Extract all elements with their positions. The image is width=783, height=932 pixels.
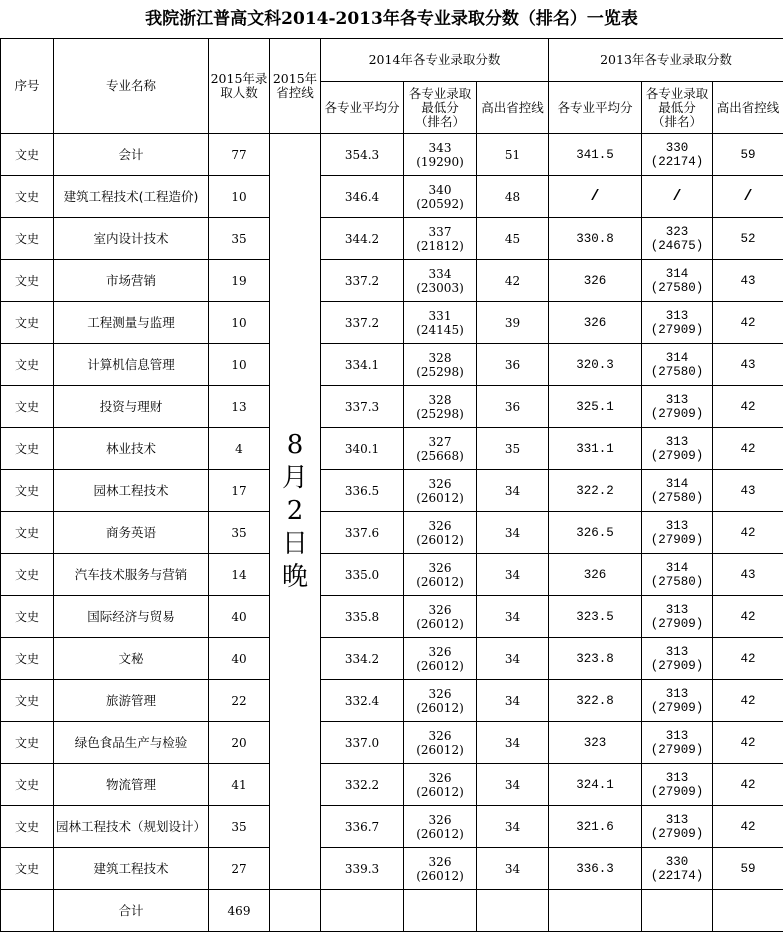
row-avg-2013: 322.2 — [549, 470, 642, 512]
row-enroll: 40 — [209, 638, 270, 680]
row-avg-2014: 337.6 — [321, 512, 404, 554]
row-above-2013: 42 — [713, 680, 783, 722]
row-type: 文史 — [1, 554, 54, 596]
row-avg-2013: / — [549, 176, 642, 218]
row-min-2014: 326 (26012) — [404, 806, 477, 848]
row-major: 计算机信息管理 — [54, 344, 209, 386]
total-cell — [713, 890, 783, 932]
row-min-2014: 340 (20592) — [404, 176, 477, 218]
row-min-2014: 326 (26012) — [404, 554, 477, 596]
row-major: 文秘 — [54, 638, 209, 680]
total-empty — [1, 890, 54, 932]
header-control-2015: 2015年 省控线 — [270, 39, 321, 134]
row-enroll: 77 — [209, 134, 270, 176]
header-group-2014: 2014年各专业录取分数 — [321, 39, 549, 82]
row-enroll: 10 — [209, 176, 270, 218]
row-min-2013: 314 (27580) — [642, 554, 713, 596]
table-row — [1, 848, 783, 890]
table-row — [1, 722, 783, 764]
row-avg-2013: 321.6 — [549, 806, 642, 848]
row-min-2014: 331 (24145) — [404, 302, 477, 344]
row-enroll: 35 — [209, 218, 270, 260]
table-row — [1, 764, 783, 806]
header-major: 专业名称 — [54, 39, 209, 134]
row-major: 会计 — [54, 134, 209, 176]
table-row — [1, 554, 783, 596]
table-row — [1, 680, 783, 722]
row-type: 文史 — [1, 428, 54, 470]
table-row — [1, 302, 783, 344]
row-min-2013: 313 (27909) — [642, 428, 713, 470]
row-enroll: 40 — [209, 596, 270, 638]
row-min-2014: 326 (26012) — [404, 470, 477, 512]
total-cell — [404, 890, 477, 932]
row-avg-2013: 325.1 — [549, 386, 642, 428]
row-enroll: 19 — [209, 260, 270, 302]
row-avg-2013: 336.3 — [549, 848, 642, 890]
row-min-2014: 326 (26012) — [404, 722, 477, 764]
row-min-2013: 313 (27909) — [642, 386, 713, 428]
row-above-2013: 59 — [713, 134, 783, 176]
row-min-2013: 313 (27909) — [642, 806, 713, 848]
row-min-2014: 326 (26012) — [404, 764, 477, 806]
table-row — [1, 176, 783, 218]
row-above-2014: 39 — [477, 302, 549, 344]
row-avg-2013: 326 — [549, 260, 642, 302]
row-above-2013: 42 — [713, 302, 783, 344]
row-min-2014: 327 (25668) — [404, 428, 477, 470]
row-above-2013: 42 — [713, 764, 783, 806]
total-cell — [270, 890, 321, 932]
row-above-2013: 42 — [713, 512, 783, 554]
row-enroll: 4 — [209, 428, 270, 470]
header-avg-2013: 各专业平均分 — [549, 82, 642, 134]
total-enroll: 469 — [209, 890, 270, 932]
header-avg-2014: 各专业平均分 — [321, 82, 404, 134]
row-above-2014: 34 — [477, 764, 549, 806]
row-major: 建筑工程技术 — [54, 848, 209, 890]
header-min-2013: 各专业录取 最低分 （排名） — [642, 82, 713, 134]
row-type: 文史 — [1, 302, 54, 344]
row-above-2013: 43 — [713, 344, 783, 386]
row-type: 文史 — [1, 470, 54, 512]
row-enroll: 17 — [209, 470, 270, 512]
row-avg-2014: 337.2 — [321, 260, 404, 302]
row-avg-2014: 340.1 — [321, 428, 404, 470]
row-avg-2014: 337.0 — [321, 722, 404, 764]
total-row — [1, 890, 783, 932]
row-above-2014: 36 — [477, 344, 549, 386]
row-min-2014: 326 (26012) — [404, 638, 477, 680]
row-above-2014: 42 — [477, 260, 549, 302]
row-avg-2013: 331.1 — [549, 428, 642, 470]
row-above-2014: 51 — [477, 134, 549, 176]
row-avg-2014: 335.8 — [321, 596, 404, 638]
header-above-2013: 高出省控线 — [713, 82, 783, 134]
row-major: 园林工程技术（规划设计） — [54, 806, 209, 848]
page-title: 我院浙江普高文科2014-2013年各专业录取分数（排名）一览表 — [0, 0, 783, 38]
row-min-2013: 313 (27909) — [642, 722, 713, 764]
row-enroll: 10 — [209, 302, 270, 344]
row-major: 旅游管理 — [54, 680, 209, 722]
row-min-2014: 328 (25298) — [404, 386, 477, 428]
row-type: 文史 — [1, 512, 54, 554]
row-avg-2014: 337.3 — [321, 386, 404, 428]
row-above-2014: 34 — [477, 722, 549, 764]
row-avg-2013: 323.5 — [549, 596, 642, 638]
row-above-2013: 42 — [713, 806, 783, 848]
row-major: 汽车技术服务与营销 — [54, 554, 209, 596]
row-min-2013: 313 (27909) — [642, 512, 713, 554]
header-above-2014: 高出省控线 — [477, 82, 549, 134]
row-major: 国际经济与贸易 — [54, 596, 209, 638]
table-row — [1, 134, 783, 176]
row-above-2014: 34 — [477, 806, 549, 848]
row-type: 文史 — [1, 638, 54, 680]
row-avg-2013: 330.8 — [549, 218, 642, 260]
row-major: 绿色食品生产与检验 — [54, 722, 209, 764]
row-above-2013: 42 — [713, 428, 783, 470]
row-avg-2013: 341.5 — [549, 134, 642, 176]
total-cell — [549, 890, 642, 932]
row-min-2014: 328 (25298) — [404, 344, 477, 386]
table-row — [1, 806, 783, 848]
row-above-2014: 34 — [477, 596, 549, 638]
row-type: 文史 — [1, 848, 54, 890]
row-major: 林业技术 — [54, 428, 209, 470]
row-type: 文史 — [1, 260, 54, 302]
row-min-2013: 323 (24675) — [642, 218, 713, 260]
row-avg-2014: 337.2 — [321, 302, 404, 344]
row-min-2014: 326 (26012) — [404, 848, 477, 890]
row-min-2013: / — [642, 176, 713, 218]
row-avg-2014: 335.0 — [321, 554, 404, 596]
row-above-2013: 42 — [713, 722, 783, 764]
row-type: 文史 — [1, 344, 54, 386]
row-min-2013: 313 (27909) — [642, 638, 713, 680]
row-enroll: 35 — [209, 512, 270, 554]
row-min-2013: 330 (22174) — [642, 848, 713, 890]
row-enroll: 22 — [209, 680, 270, 722]
row-min-2014: 326 (26012) — [404, 596, 477, 638]
row-major: 工程测量与监理 — [54, 302, 209, 344]
row-major: 物流管理 — [54, 764, 209, 806]
row-avg-2014: 354.3 — [321, 134, 404, 176]
total-label: 合计 — [54, 890, 209, 932]
control-line-cell: 8 月 2 日 晚 — [270, 134, 321, 890]
row-avg-2014: 332.4 — [321, 680, 404, 722]
row-avg-2014: 334.1 — [321, 344, 404, 386]
row-above-2013: 43 — [713, 260, 783, 302]
row-enroll: 14 — [209, 554, 270, 596]
row-above-2013: / — [713, 176, 783, 218]
row-min-2014: 326 (26012) — [404, 512, 477, 554]
row-type: 文史 — [1, 596, 54, 638]
row-enroll: 10 — [209, 344, 270, 386]
row-avg-2013: 326.5 — [549, 512, 642, 554]
row-enroll: 20 — [209, 722, 270, 764]
row-avg-2014: 336.5 — [321, 470, 404, 512]
row-enroll: 27 — [209, 848, 270, 890]
row-min-2013: 313 (27909) — [642, 680, 713, 722]
row-min-2013: 313 (27909) — [642, 596, 713, 638]
row-above-2014: 34 — [477, 680, 549, 722]
table-row — [1, 386, 783, 428]
row-avg-2014: 336.7 — [321, 806, 404, 848]
row-min-2014: 334 (23003) — [404, 260, 477, 302]
row-type: 文史 — [1, 722, 54, 764]
total-cell — [642, 890, 713, 932]
table-row — [1, 260, 783, 302]
row-major: 市场营销 — [54, 260, 209, 302]
row-above-2014: 45 — [477, 218, 549, 260]
row-avg-2013: 326 — [549, 302, 642, 344]
row-type: 文史 — [1, 218, 54, 260]
header-enroll-2015: 2015年录 取人数 — [209, 39, 270, 134]
row-enroll: 35 — [209, 806, 270, 848]
row-major: 室内设计技术 — [54, 218, 209, 260]
row-above-2014: 48 — [477, 176, 549, 218]
header-min-2014: 各专业录取 最低分 （排名） — [404, 82, 477, 134]
row-type: 文史 — [1, 386, 54, 428]
row-above-2014: 34 — [477, 512, 549, 554]
row-above-2014: 36 — [477, 386, 549, 428]
row-major: 投资与理财 — [54, 386, 209, 428]
table-row — [1, 638, 783, 680]
row-above-2013: 43 — [713, 554, 783, 596]
row-avg-2013: 323.8 — [549, 638, 642, 680]
row-type: 文史 — [1, 134, 54, 176]
row-min-2013: 314 (27580) — [642, 470, 713, 512]
header-group-2013: 2013年各专业录取分数 — [549, 39, 783, 82]
row-min-2013: 330 (22174) — [642, 134, 713, 176]
row-enroll: 41 — [209, 764, 270, 806]
row-above-2014: 34 — [477, 470, 549, 512]
row-major: 建筑工程技术(工程造价) — [54, 176, 209, 218]
row-type: 文史 — [1, 680, 54, 722]
row-above-2013: 42 — [713, 386, 783, 428]
row-above-2013: 42 — [713, 638, 783, 680]
total-cell — [477, 890, 549, 932]
row-type: 文史 — [1, 176, 54, 218]
table-row — [1, 512, 783, 554]
row-min-2013: 314 (27580) — [642, 260, 713, 302]
admission-scores-table — [0, 38, 783, 932]
table-row — [1, 218, 783, 260]
row-above-2013: 42 — [713, 596, 783, 638]
row-avg-2013: 322.8 — [549, 680, 642, 722]
row-above-2013: 43 — [713, 470, 783, 512]
table-row — [1, 470, 783, 512]
row-avg-2014: 346.4 — [321, 176, 404, 218]
row-enroll: 13 — [209, 386, 270, 428]
row-min-2013: 314 (27580) — [642, 344, 713, 386]
table-row — [1, 428, 783, 470]
row-min-2014: 337 (21812) — [404, 218, 477, 260]
header-seq: 序号 — [1, 39, 54, 134]
row-above-2014: 34 — [477, 638, 549, 680]
row-avg-2013: 326 — [549, 554, 642, 596]
row-min-2014: 326 (26012) — [404, 680, 477, 722]
row-avg-2013: 324.1 — [549, 764, 642, 806]
row-min-2014: 343 (19290) — [404, 134, 477, 176]
row-major: 商务英语 — [54, 512, 209, 554]
table-row — [1, 596, 783, 638]
row-min-2013: 313 (27909) — [642, 302, 713, 344]
row-major: 园林工程技术 — [54, 470, 209, 512]
row-type: 文史 — [1, 764, 54, 806]
row-above-2013: 59 — [713, 848, 783, 890]
row-avg-2013: 323 — [549, 722, 642, 764]
row-avg-2014: 339.3 — [321, 848, 404, 890]
row-above-2013: 52 — [713, 218, 783, 260]
row-avg-2014: 332.2 — [321, 764, 404, 806]
row-above-2014: 35 — [477, 428, 549, 470]
row-above-2014: 34 — [477, 848, 549, 890]
total-cell — [321, 890, 404, 932]
row-avg-2013: 320.3 — [549, 344, 642, 386]
row-avg-2014: 344.2 — [321, 218, 404, 260]
row-type: 文史 — [1, 806, 54, 848]
table-row — [1, 344, 783, 386]
row-min-2013: 313 (27909) — [642, 764, 713, 806]
row-avg-2014: 334.2 — [321, 638, 404, 680]
row-above-2014: 34 — [477, 554, 549, 596]
